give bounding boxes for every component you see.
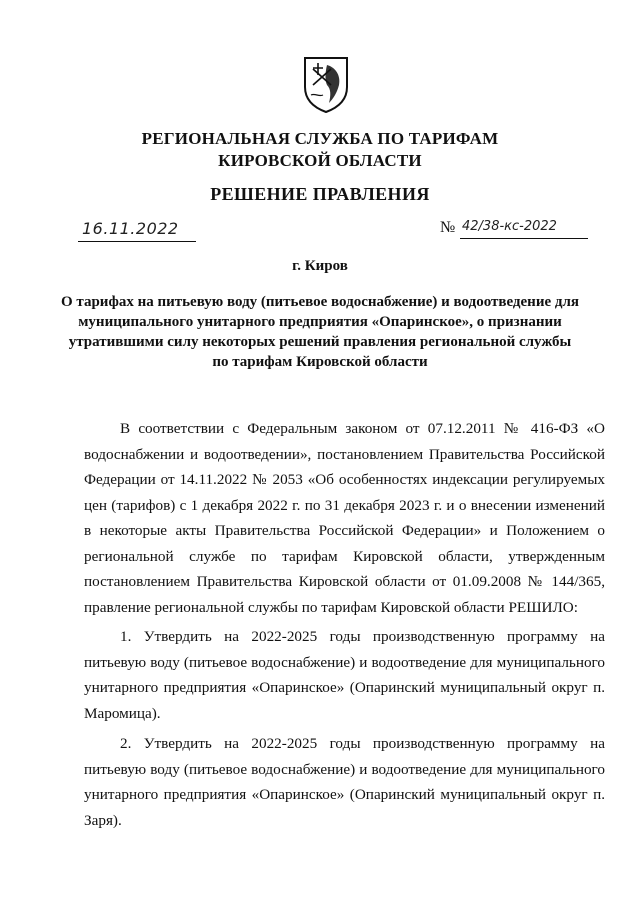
clause-1: 1. Утвердить на 2022-2025 годы производственную программу на питьевую воду (питьевое водоснабжение) и водоотведение для муниципального унитарного предприятия «Опаринское» (Опаринский муниципальный округ п. Маромица). <box>84 628 605 722</box>
decision-number-underline <box>460 220 588 239</box>
coat-of-arms-icon <box>301 55 351 113</box>
decision-number-field <box>440 219 590 241</box>
document-type: РЕШЕНИЕ ПРАВЛЕНИЯ <box>210 184 430 204</box>
city: г. Киров <box>292 258 348 274</box>
number-sign: № <box>440 219 456 236</box>
clause-2: 2. Утвердить на 2022-2025 годы производственную программу на питьевую воду (питьевое водоснабжение) и водоотведение для муниципального унитарного предприятия «Опаринское» (Опаринский муниципальный округ п. Заря). <box>84 735 605 829</box>
organization-name <box>0 128 640 172</box>
organization-name-line1: РЕГИОНАЛЬНАЯ СЛУЖБА ПО ТАРИФАМ <box>141 129 499 148</box>
decision-date-field <box>78 221 196 242</box>
organization-name-line2: КИРОВСКОЙ ОБЛАСТИ <box>218 151 422 170</box>
decision-date: 16.11.2022 <box>82 219 179 238</box>
decision-number: 42/38-кс-2022 <box>462 219 557 234</box>
document-subject: О тарифах на питьевую воду (питьевое водоснабжение) и водоотведение для муниципального унитарного предприятия «Опаринское», о признании утратившими силу некоторых решений правления региональной службы по тарифам Кировской области <box>60 294 579 370</box>
preamble-paragraph: В соответствии с Федеральным законом от 07.12.2011 № 416-ФЗ «О водоснабжении и водоотведении», постановлением Правительства Российской Федерации от 14.11.2022 № 2053 «Об особенностях индексации регулируемых цен (тарифов) с 1 декабря 2022 г. по 31 декабря 2023 г. и о внесении изменений в некоторые акты Правительства Российской Федерации» и Положением о региональной службе по тарифам Кировской области, утвержденным постановлением Правительства Кировской области от 01.09.2008 № 144/365, правление региональной службы по тарифам Кировской области РЕШИЛО: <box>84 420 605 616</box>
